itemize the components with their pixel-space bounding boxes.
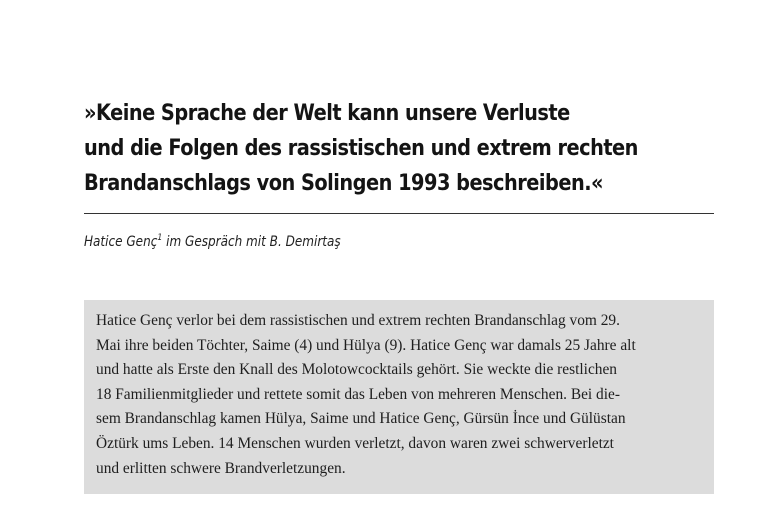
footnote-marker: 1 — [157, 233, 163, 243]
intro-line: sem Brandanschlag kamen Hülya, Saime und Hatice Genç, Gürsün İnce und Gülüstan — [96, 410, 626, 428]
intro-line: 18 Familienmitglieder und rettete somit das Leben von mehreren Menschen. Bei die- — [96, 385, 620, 403]
title-line: Brandanschlags von Solingen 1993 beschreiben.« — [84, 170, 604, 196]
intro-line: und hatte als Erste den Knall des Molotowcocktails gehört. Sie weckte die restlichen — [96, 361, 617, 379]
intro-box — [84, 300, 714, 494]
byline-author: Hatice Genç — [84, 234, 158, 250]
intro-line: Öztürk ums Leben. 14 Menschen wurden verletzt, davon waren zwei schwerverletzt — [96, 434, 614, 452]
article-title — [84, 96, 638, 201]
intro-line: Hatice Genç verlor bei dem rassistischen und extrem rechten Brandanschlag vom 29. — [96, 312, 620, 329]
byline — [84, 233, 341, 251]
title-divider — [84, 213, 714, 214]
title-line: »Keine Sprache der Welt kann unsere Verluste — [84, 100, 570, 126]
title-line: und die Folgen des rassistischen und extrem rechten — [84, 135, 638, 161]
intro-text — [96, 309, 636, 481]
byline-rest: im Gespräch mit B. Demirtaş — [162, 234, 341, 250]
intro-line: Mai ihre beiden Töchter, Saime (4) und Hülya (9). Hatice Genç war damals 25 Jahre alt — [96, 336, 636, 354]
intro-line: und erlitten schwere Brandverletzungen. — [96, 459, 346, 477]
